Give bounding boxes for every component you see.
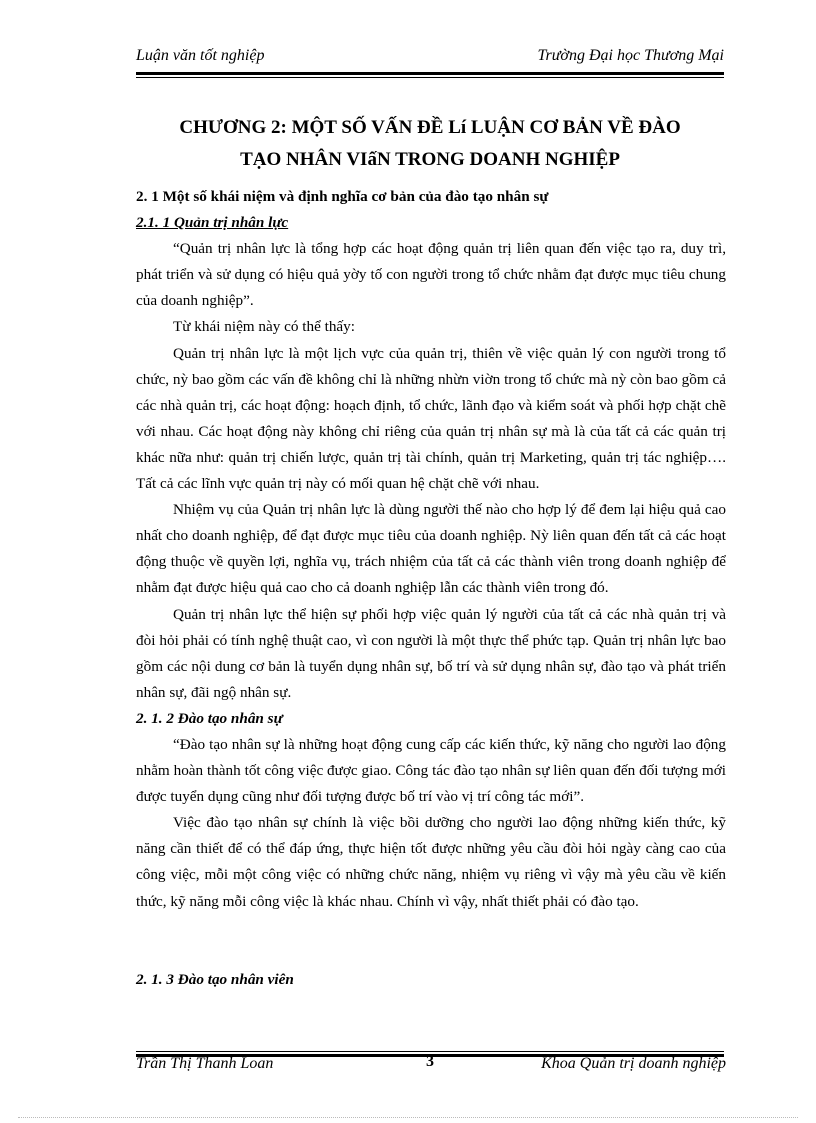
footer-faculty: Khoa Quản trị doanh nghiệp — [541, 1055, 726, 1072]
section-2-1-2-heading: 2. 1. 2 Đào tạo nhân sự — [136, 709, 283, 727]
paragraph: Quản trị nhân lực thể hiện sự phối hợp việc quản lý người của tất cả các nhà quản trị và đòi hỏi phải có tính nghệ thuật cao, vì con người là một thực thể phức tạp. Quản trị nhân lực bao gồm các nội dung cơ bản là tuyển dụng nhân sự, bố trí và sử dụng nhân sự, đào tạo và phát triển nhân sự, đãi ngộ nhân sự. — [136, 605, 726, 701]
spacer — [136, 915, 726, 967]
page-edge-divider — [18, 1117, 798, 1118]
page-number: 3 — [426, 1053, 434, 1070]
header-rule — [136, 72, 724, 78]
header-thesis-label: Luận văn tốt nghiệp — [136, 47, 265, 64]
paragraph: Việc đào tạo nhân sự chính là việc bồi dưỡng cho người lao động những kiến thức, kỹ năng cần thiết để có thể đáp ứng, thực hiện tốt được những yêu cầu đòi hỏi ngày càng cao của công việc, mỗi một công việc có những chức năng, nhiệm vụ riêng vì vậy mà yêu cầu về kiến thức, kỹ năng mỗi công việc là khác nhau. Chính vì vậy, nhất thiết phải có đào tạo. — [136, 814, 726, 910]
page-footer — [136, 1055, 726, 1079]
chapter-title-line-2: TẠO NHÂN VIấN TRONG DOANH NGHIỆP — [240, 149, 620, 170]
paragraph: “Đào tạo nhân sự là những hoạt động cung cấp các kiến thức, kỹ năng cho người lao động nhằm hoàn thành tốt công việc được giao. Công tác đào tạo nhân sự liên quan đến đối tượng mới được tuyển dụng cũng như đối tượng được bố trí vào vị trí công tác mới”. — [136, 735, 726, 806]
paragraph: Nhiệm vụ của Quản trị nhân lực là dùng người thế nào cho hợp lý để đem lại hiệu quả cao nhất cho doanh nghiệp, để đạt được mục tiêu của doanh nghiệp. Nỳ liên quan đến tất cả các hoạt động thuộc về quyền lợi, nghĩa vụ, trách nhiệm của tất cả các thành viên trong doanh nghiệp để nhằm đạt được hiệu quả cao cho cả doanh nghiệp lẫn các thành viên trong đó. — [136, 501, 726, 597]
paragraph: “Quản trị nhân lực là tổng hợp các hoạt động quản trị liên quan đến việc tạo ra, duy trì, phát triển và sử dụng có hiệu quả yờy tố con người trong tổ chức nhằm đạt được mục tiêu chung của doanh nghiệp”. — [136, 240, 726, 310]
section-2-1-1-heading: 2.1. 1 Quản trị nhân lực — [136, 214, 289, 232]
paragraph: Quản trị nhân lực là một lịch vực của quản trị, thiên về việc quản lý con người trong tổ chức, nỳ bao gồm các vấn đề không chỉ là những nhừn viờn trong tổ chức mà nỳ còn bao gồm cả các nhà quản trị, các hoạt động: hoạch định, tổ chức, lãnh đạo và kiểm soát và phối hợp chặt chẽ với nhau. Các hoạt động này không chỉ riêng của quản trị nhân sự mà là của tất cả các quản trị khác nữa như: quản trị chiến lược, quản trị tài chính, quản trị Marketing, quản trị tác nghiệp…. Tất cả các lĩnh vực quản trị này có mối quan hệ chặt chẽ với nhau. — [136, 344, 726, 493]
paragraph: Từ khái niệm này có thể thấy: — [173, 318, 355, 336]
section-2-1-3-heading: 2. 1. 3 Đào tạo nhân viên — [136, 970, 294, 988]
header-university: Trường Đại học Thương Mại — [537, 47, 724, 64]
page-header — [136, 47, 724, 71]
footer-author: Trần Thị Thanh Loan — [136, 1055, 274, 1072]
chapter-title — [136, 112, 724, 176]
chapter-title-line-1: CHƯƠNG 2: MỘT SỐ VẤN ĐỀ Lí LUẬN CƠ BẢN VỀ ĐÀO — [179, 117, 681, 138]
document-body — [136, 184, 726, 993]
section-2-1-heading: 2. 1 Một số khái niệm và định nghĩa cơ bản của đào tạo nhân sự — [136, 188, 549, 205]
